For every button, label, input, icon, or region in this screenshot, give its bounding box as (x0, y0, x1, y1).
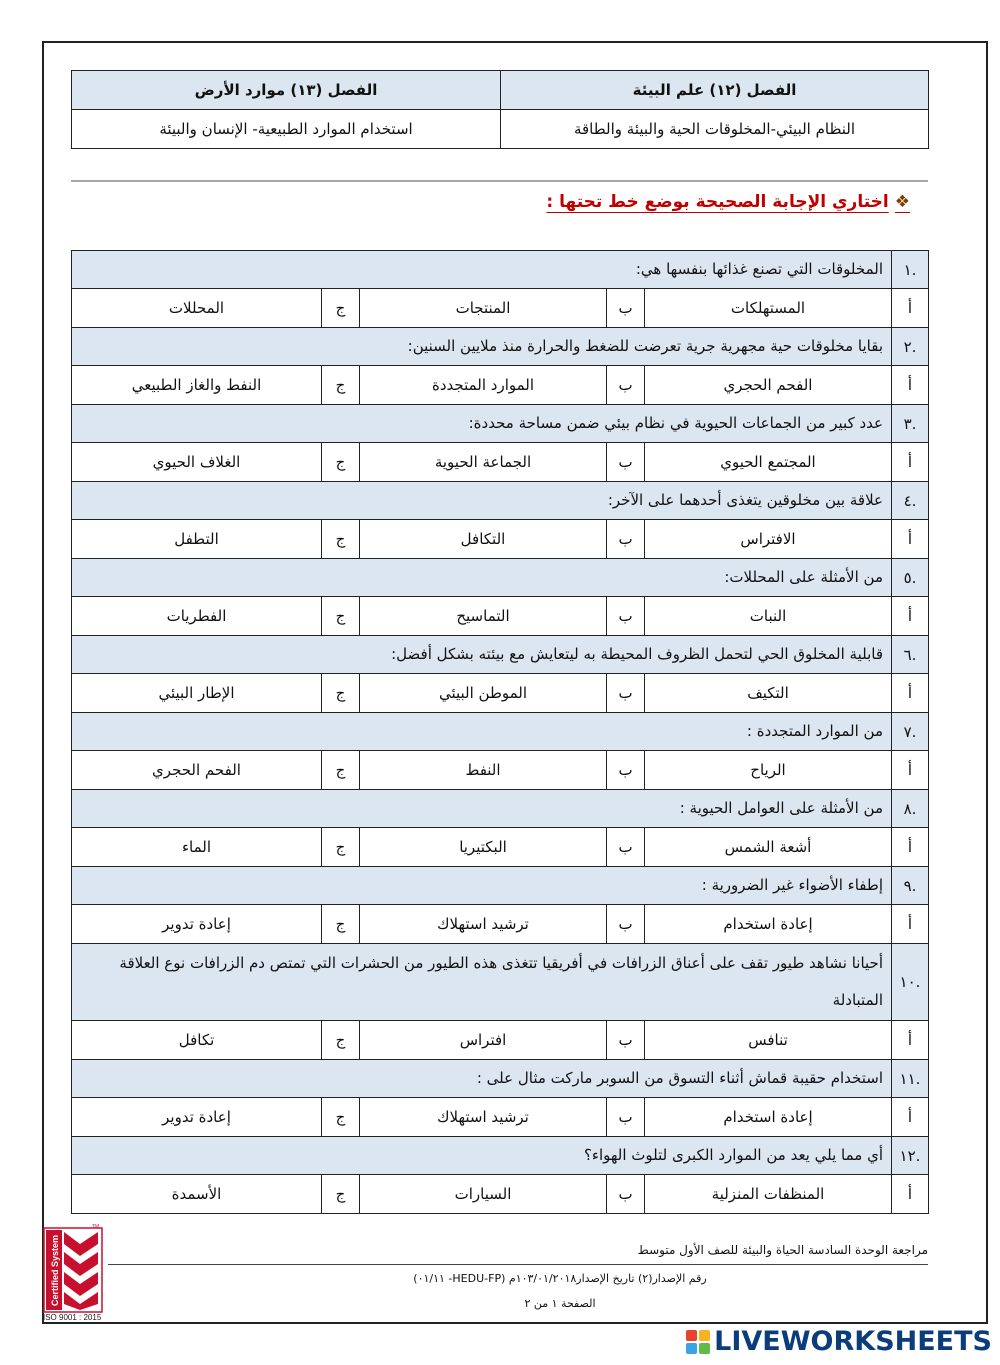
question-row (72, 867, 929, 905)
options-row (72, 289, 929, 328)
option-a[interactable]: إعادة استخدام (645, 905, 892, 944)
option-a[interactable]: الفحم الحجري (645, 366, 892, 405)
option-a-label: أ (892, 905, 929, 944)
question-text: من الموارد المتجددة : (72, 713, 892, 751)
option-b-label: ب (607, 751, 645, 790)
options-row (72, 674, 929, 713)
option-c-label: ج (322, 597, 360, 636)
option-a[interactable]: المنظفات المنزلية (645, 1175, 892, 1214)
question-text: المخلوقات التي تصنع غذائها بنفسها هي: (72, 251, 892, 289)
question-row (72, 790, 929, 828)
option-a-label: أ (892, 289, 929, 328)
question-number: .٩ (892, 867, 929, 905)
option-b[interactable]: السيارات (360, 1175, 607, 1214)
question-number: .٧ (892, 713, 929, 751)
question-text: بقايا مخلوقات حية مجهرية جرية تعرضت للضغط والحرارة منذ ملايين السنين: (72, 328, 892, 366)
option-c[interactable]: الأسمدة (72, 1175, 322, 1214)
chapter13-title: الفصل (١٣) موارد الأرض (72, 71, 501, 110)
option-b-label: ب (607, 289, 645, 328)
option-a-label: أ (892, 366, 929, 405)
certified-system-logo (42, 1222, 106, 1322)
chapter12-topics: النظام البيئي-المخلوقات الحية والبيئة والطاقة (501, 110, 929, 149)
liveworksheets-brand[interactable] (686, 1326, 992, 1357)
issue-info: رقم الإصدار(٢) تاريخ الإصدار١٠٣/٠١/٢٠١٨م (HEDU-FP- ٠١/١١) (413, 1272, 707, 1285)
option-b-label: ب (607, 1175, 645, 1214)
option-b[interactable]: التماسيح (360, 597, 607, 636)
question-row (72, 251, 929, 289)
option-c[interactable]: النفط والغاز الطبيعي (72, 366, 322, 405)
option-a[interactable]: تنافس (645, 1021, 892, 1060)
question-number: .١٢ (892, 1137, 929, 1175)
options-row (72, 905, 929, 944)
option-b-label: ب (607, 674, 645, 713)
option-c[interactable]: الفحم الحجري (72, 751, 322, 790)
question-number: .٤ (892, 482, 929, 520)
option-b-label: ب (607, 1098, 645, 1137)
question-number: .٨ (892, 790, 929, 828)
question-row (72, 559, 929, 597)
options-row (72, 520, 929, 559)
question-text: علاقة بين مخلوقين يتغذى أحدهما على الآخر: (72, 482, 892, 520)
option-b[interactable]: الموارد المتجددة (360, 366, 607, 405)
option-c-label: ج (322, 1098, 360, 1137)
option-c-label: ج (322, 289, 360, 328)
option-b[interactable]: افتراس (360, 1021, 607, 1060)
option-b[interactable]: الموطن البيئي (360, 674, 607, 713)
option-a-label: أ (892, 1098, 929, 1137)
question-text: من الأمثلة على العوامل الحيوية : (72, 790, 892, 828)
option-a-label: أ (892, 674, 929, 713)
question-text: أحيانا نشاهد طيور تقف على أعناق الزرافات في أفريقيا تتغذى هذه الطيور من الحشرات التي تمتص دم الزرافات نوع العلاقة المتبادلة (72, 944, 892, 1021)
chapter12-title: الفصل (١٢) علم البيئة (501, 71, 929, 110)
option-c[interactable]: تكافل (72, 1021, 322, 1060)
option-c-label: ج (322, 674, 360, 713)
option-a-label: أ (892, 828, 929, 867)
question-row (72, 713, 929, 751)
chapter-header-table (71, 70, 929, 149)
option-a[interactable]: الافتراس (645, 520, 892, 559)
option-a-label: أ (892, 597, 929, 636)
option-b[interactable]: البكتيريا (360, 828, 607, 867)
option-c[interactable]: الغلاف الحيوي (72, 443, 322, 482)
question-row (72, 1060, 929, 1098)
option-b[interactable]: ترشيد استهلاك (360, 905, 607, 944)
options-row (72, 443, 929, 482)
question-row (72, 328, 929, 366)
option-a[interactable]: الرياح (645, 751, 892, 790)
question-row (72, 636, 929, 674)
options-row (72, 1175, 929, 1214)
question-number: .٦ (892, 636, 929, 674)
question-number: .١١ (892, 1060, 929, 1098)
option-a-label: أ (892, 1021, 929, 1060)
option-b-label: ب (607, 905, 645, 944)
option-b[interactable]: الجماعة الحيوية (360, 443, 607, 482)
option-c[interactable]: الإطار البيئي (72, 674, 322, 713)
instruction-text: اختاري الإجابة الصحيحة بوضع خط تحتها : (546, 192, 889, 212)
option-b-label: ب (607, 828, 645, 867)
liveworksheets-logo-icon (686, 1330, 710, 1354)
question-row (72, 405, 929, 443)
question-text: أي مما يلي يعد من الموارد الكبرى لتلوث الهواء؟ (72, 1137, 892, 1175)
page-number: الصفحة ١ من ٢ (524, 1297, 596, 1310)
option-c-label: ج (322, 443, 360, 482)
option-b-label: ب (607, 597, 645, 636)
option-b-label: ب (607, 366, 645, 405)
option-c-label: ج (322, 751, 360, 790)
option-a[interactable]: أشعة الشمس (645, 828, 892, 867)
option-a[interactable]: المستهلكات (645, 289, 892, 328)
question-text: إطفاء الأضواء غير الضرورية : (72, 867, 892, 905)
section-divider (71, 180, 928, 182)
option-a[interactable]: المجتمع الحيوي (645, 443, 892, 482)
option-b[interactable]: التكافل (360, 520, 607, 559)
option-c-label: ج (322, 905, 360, 944)
option-c[interactable]: الفطريات (72, 597, 322, 636)
cert-tm-text: TM (92, 1224, 100, 1230)
option-b[interactable]: ترشيد استهلاك (360, 1098, 607, 1137)
option-c-label: ج (322, 366, 360, 405)
diamond-bullet-icon: ❖ (894, 192, 910, 212)
question-row (72, 944, 929, 1021)
options-row (72, 751, 929, 790)
cert-iso-text: ISO 9001 : 2015 (43, 1313, 102, 1322)
option-c[interactable]: التطفل (72, 520, 322, 559)
question-number: .١ (892, 251, 929, 289)
option-c-label: ج (322, 520, 360, 559)
cert-system-text: Certified System (50, 1234, 60, 1306)
option-a[interactable]: إعادة استخدام (645, 1098, 892, 1137)
question-number: .٢ (892, 328, 929, 366)
options-row (72, 1098, 929, 1137)
chapter13-topics: استخدام الموارد الطبيعية- الإنسان والبيئة (72, 110, 501, 149)
option-b[interactable]: المنتجات (360, 289, 607, 328)
question-row (72, 1137, 929, 1175)
option-b-label: ب (607, 520, 645, 559)
review-title: مراجعة الوحدة السادسة الحياة والبيئة للصف الأول متوسط (637, 1243, 928, 1257)
question-text: استخدام حقيبة قماش أثناء التسوق من السوبر ماركت مثال على : (72, 1060, 892, 1098)
question-text: من الأمثلة على المحللات: (72, 559, 892, 597)
option-c[interactable]: الماء (72, 828, 322, 867)
option-a-label: أ (892, 443, 929, 482)
brand-name: LIVEWORKSHEETS (714, 1326, 992, 1357)
options-row (72, 366, 929, 405)
option-c-label: ج (322, 828, 360, 867)
question-number: .٣ (892, 405, 929, 443)
question-text: عدد كبير من الجماعات الحيوية في نظام بيئي ضمن مساحة محددة: (72, 405, 892, 443)
option-c[interactable]: إعادة تدوير (72, 1098, 322, 1137)
option-c[interactable]: إعادة تدوير (72, 905, 322, 944)
questions-table (71, 250, 929, 1214)
option-c-label: ج (322, 1021, 360, 1060)
option-b[interactable]: النفط (360, 751, 607, 790)
options-row (72, 1021, 929, 1060)
option-a-label: أ (892, 751, 929, 790)
options-row (72, 597, 929, 636)
option-a-label: أ (892, 520, 929, 559)
option-a[interactable]: النبات (645, 597, 892, 636)
option-a-label: أ (892, 1175, 929, 1214)
instruction (546, 192, 910, 212)
question-row (72, 482, 929, 520)
question-text: قابلية المخلوق الحي لتحمل الظروف المحيطة به ليتعايش مع بيئته بشكل أفضل: (72, 636, 892, 674)
option-c-label: ج (322, 1175, 360, 1214)
footer-divider (108, 1264, 928, 1265)
option-b-label: ب (607, 1021, 645, 1060)
question-number: .٥ (892, 559, 929, 597)
question-number: .١٠ (892, 944, 929, 1021)
option-c[interactable]: المحللات (72, 289, 322, 328)
options-row (72, 828, 929, 867)
option-a[interactable]: التكيف (645, 674, 892, 713)
option-b-label: ب (607, 443, 645, 482)
